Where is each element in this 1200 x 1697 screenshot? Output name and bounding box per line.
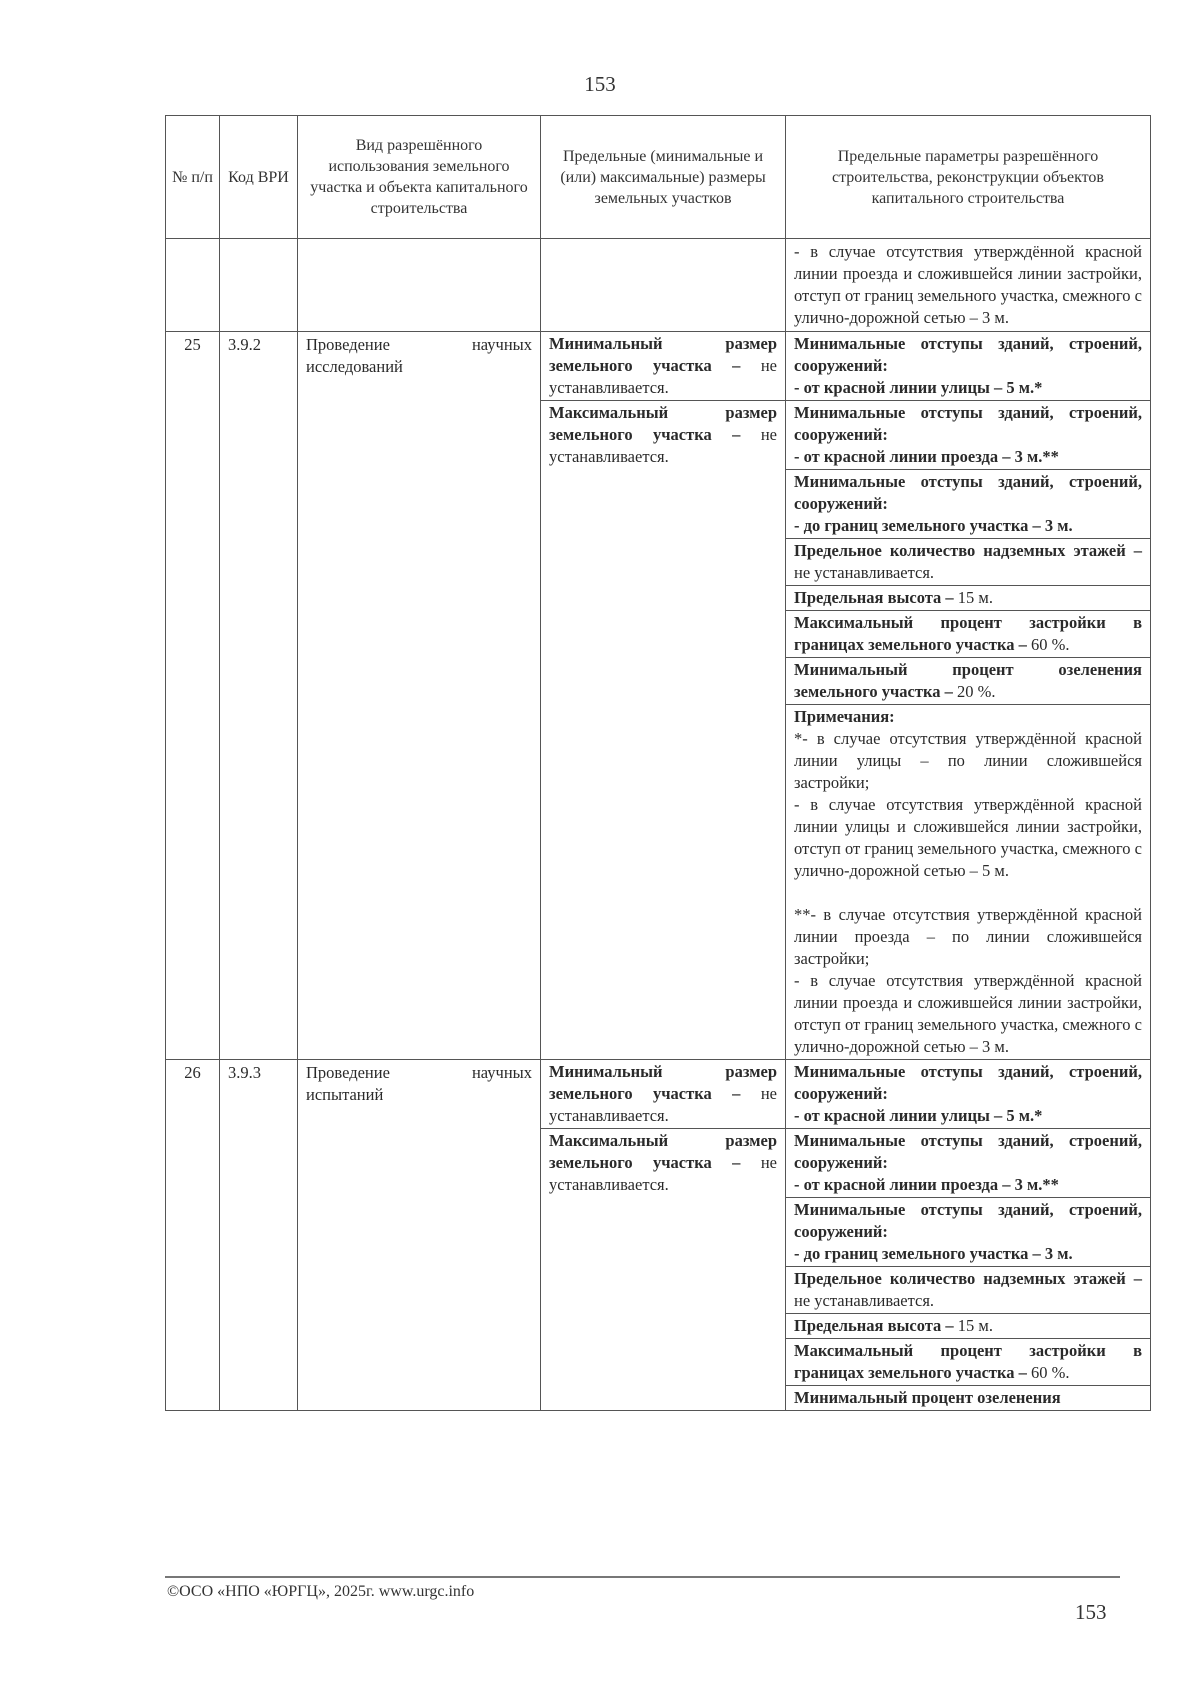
size-limits [541,1060,786,1411]
params-continuation: - в случае отсутствия утверждённой красной линии проезда и сложившейся линии застройки, отступ от границ земельного участка, смежного с улично-дорожной сетью – 3 м. [786,239,1151,332]
header-params: Предельные параметры разрешённого строительства, реконструкции объектов капитального строительства [786,116,1151,239]
vri-name: Проведение научных испытаний [298,1060,541,1411]
param-offset-street: Минимальные отступы зданий, строений, сооружений: - от красной линии улицы – 5 м.* [786,1060,1150,1129]
row-number: 26 [166,1060,220,1411]
param-floors: Предельное количество надземных этажей – не устанавливается. [786,1267,1150,1314]
vri-name: Проведение научных исследований [298,332,541,1060]
param-offset-boundary: Минимальные отступы зданий, строений, сооружений: - до границ земельного участка – 3 м. [786,1198,1150,1267]
table-row [166,332,1151,1060]
header-num: № п/п [166,116,220,239]
param-greening: Минимальный процент озеленения [794,1388,1061,1407]
vri-code: 3.9.3 [220,1060,298,1411]
max-size: Максимальный размер земельного участка – не устанавливается. [549,1131,777,1194]
param-offset-passage: Минимальные отступы зданий, строений, сооружений: - от красной линии проезда – 3 м.** [786,1129,1150,1198]
vri-code: 3.9.2 [220,332,298,1060]
size-limits [541,332,786,1060]
note-text: - в случае отсутствия утверждённой красной линии улицы и сложившейся линии застройки, отступ от границ земельного участка, смежного с улично-дорожной сетью – 5 м. [794,795,1142,880]
table-header-row [166,116,1151,239]
construction-params [786,1060,1151,1411]
header-size: Предельные (минимальные и (или) максимальные) размеры земельных участков [541,116,786,239]
page-number-top: 153 [584,72,616,96]
regulations-table [165,115,1151,1411]
param-offset-street: Минимальные отступы зданий, строений, сооружений: - от красной линии улицы – 5 м.* [786,332,1150,401]
footer-copyright: ©ОСО «НПО «ЮРГЦ», 2025г. www.urgc.info [167,1583,475,1600]
param-offset-boundary: Минимальные отступы зданий, строений, сооружений: - до границ земельного участка – 3 м. [786,470,1150,539]
row-number: 25 [166,332,220,1060]
max-size: Максимальный размер земельного участка – не устанавливается. [549,403,777,466]
param-height: Предельная высота – 15 м. [786,586,1150,611]
min-size: Минимальный размер земельного участка – не устанавливается. [541,1060,785,1129]
min-size: Минимальный размер земельного участка – не устанавливается. [541,332,785,401]
note-text: *- в случае отсутствия утверждённой красной линии улицы – по линии сложившейся застройки; [794,729,1142,792]
param-coverage: Максимальный процент застройки в границах земельного участка – 60 %. [786,1339,1150,1386]
table-row [166,1060,1151,1411]
page-number-bottom: 153 [1075,1600,1107,1624]
header-code: Код ВРИ [220,116,298,239]
note-text: - в случае отсутствия утверждённой красной линии проезда и сложившейся линии застройки, отступ от границ земельного участка, смежного с улично-дорожной сетью – 3 м. [794,971,1142,1056]
notes-title: Примечания: [794,707,895,726]
table-row-continuation [166,239,1151,332]
construction-params [786,332,1151,1060]
param-floors: Предельное количество надземных этажей – не устанавливается. [786,539,1150,586]
footer-divider [165,1576,1120,1578]
notes [786,705,1150,1059]
param-greening: Минимальный процент озеленения земельного участка – 20 %. [786,658,1150,705]
param-offset-passage: Минимальные отступы зданий, строений, сооружений: - от красной линии проезда – 3 м.** [786,401,1150,470]
param-height: Предельная высота – 15 м. [786,1314,1150,1339]
note-text: **- в случае отсутствия утверждённой красной линии проезда – по линии сложившейся застройки; [794,905,1142,968]
param-coverage: Максимальный процент застройки в границах земельного участка – 60 %. [786,611,1150,658]
header-vri: Вид разрешённого использования земельного участка и объекта капитального строительства [298,116,541,239]
